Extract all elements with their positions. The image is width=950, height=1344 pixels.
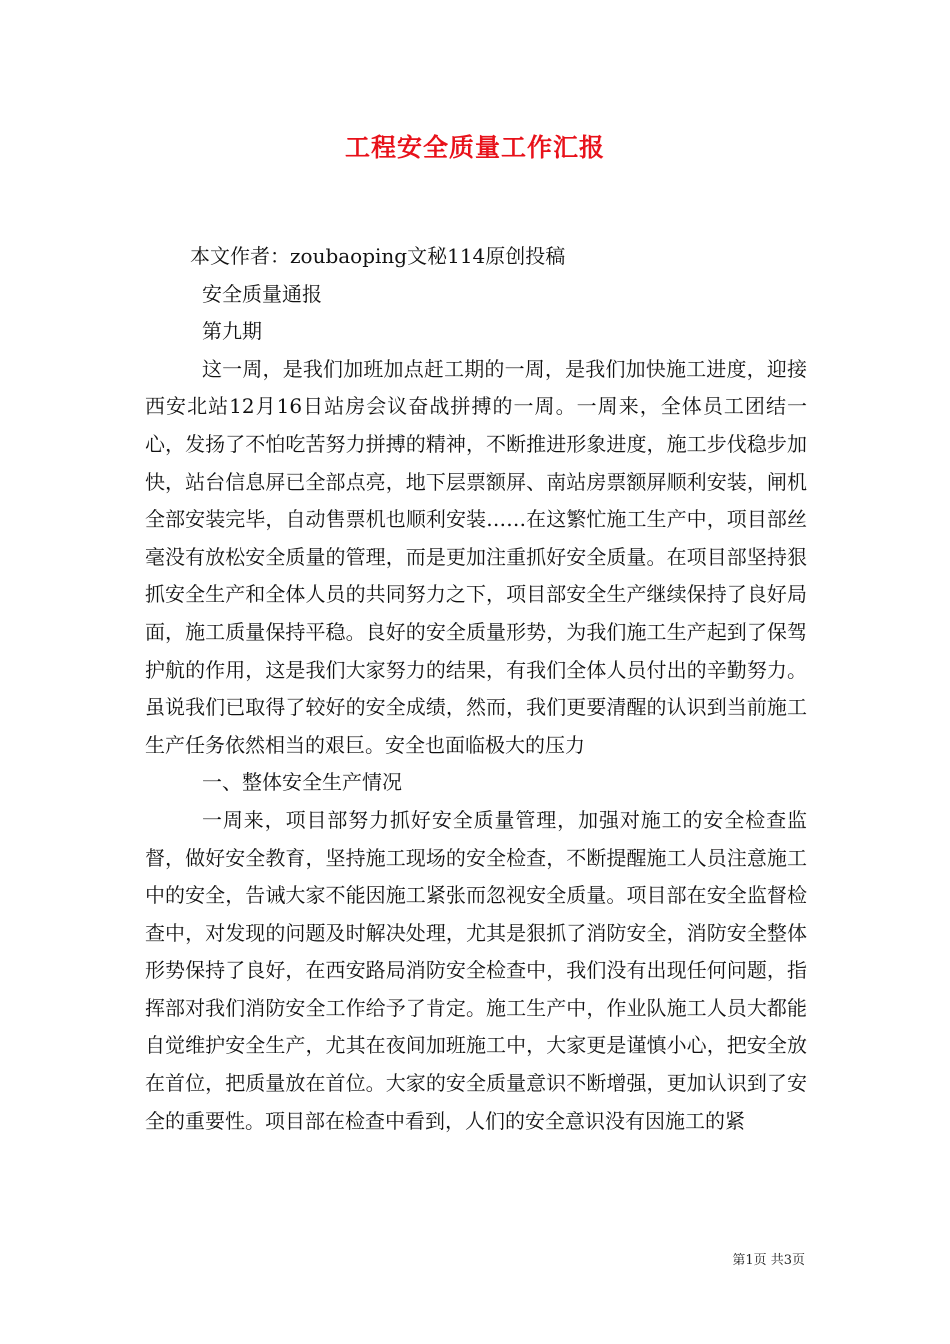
page-footer: 第1页 共3页 [732,1253,805,1268]
author-line: 本文作者：zoubaoping文秘114原创投稿 [190,244,566,268]
bulletin-name: 安全质量通报 [202,281,322,306]
issue-number: 第九期 [202,319,262,344]
intro-paragraph: 这一周，是我们加班加点赶工期的一周，是我们加快施工进度，迎接西安北站12月16日站房会议奋战拼搏的一周。一周来，全体员工团结一心，发扬了不怕吃苦努力拼搏的精神，不断推进形象进度，施工步伐稳步加快，站台信息屏已全部点亮，地下层票额屏、南站房票额屏顺利安装，闸机全部安装完毕，自动售票机也顺利安装……在这繁忙施工生产中，项目部丝毫没有放松安全质量的管理，而是更加注重抓好安全质量。在项目部坚持狠抓安全生产和全体人员的共同努力之下，项目部安全生产继续保持了良好局面，施工质量保持平稳。良好的安全质量形势，为我们施工生产起到了保驾护航的作用，这是我们大家努力的结果，有我们全体人员付出的辛勤努力。虽说我们已取得了较好的安全成绩，然而，我们更要清醒的认识到当前施工生产任务依然相当的艰巨。安全也面临极大的压力 [145,356,807,757]
section-heading: 一、整体安全生产情况 [202,770,402,795]
document-title: 工程安全质量工作汇报 [344,133,605,162]
section-paragraph: 一周来，项目部努力抓好安全质量管理，加强对施工的安全检查监督，做好安全教育，坚持施工现场的安全检查，不断提醒施工人员注意施工中的安全，告诫大家不能因施工紧张而忽视安全质量。项目部在安全监督检查中，对发现的问题及时解决处理，尤其是狠抓了消防安全，消防安全整体形势保持了良好，在西安路局消防安全检查中，我们没有出现任何问题，指挥部对我们消防安全工作给予了肯定。施工生产中，作业队施工人员大都能自觉维护安全生产，尤其在夜间加班施工中，大家更是谨慎小心，把安全放在首位，把质量放在首位。大家的安全质量意识不断增强，更加认识到了安全的重要性。项目部在检查中看到，人们的安全意识没有因施工的紧 [145,807,807,1133]
document-body [145,238,807,1140]
